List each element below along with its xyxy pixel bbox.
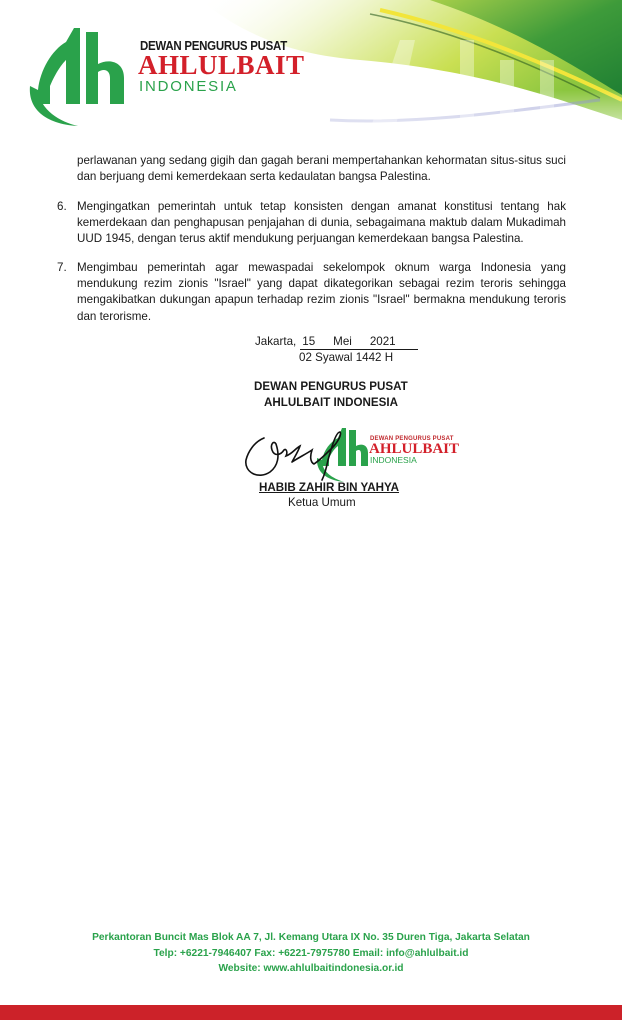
signatory-org-line1: DEWAN PENGURUS PUSAT [254,380,408,393]
stamp-logo-and-signature [240,420,370,490]
date-year: 2021 [369,335,396,348]
date-day: 15 [302,335,316,348]
footer-website: Website: www.ahlulbaitindonesia.or.id [218,963,404,974]
date-underlined [300,335,418,350]
footer-contact: Telp: +6221-7946407 Fax: +6221-7975780 Email: info@ahlulbait.id [153,947,469,959]
hijri-date: 02 Syawal 1442 H [299,351,394,364]
place-label: Jakarta, [255,335,297,348]
place-date [255,335,418,350]
org-name-label: AHLULBAIT [138,50,305,80]
org-country-label: INDONESIA [139,78,238,95]
footer-address: Perkantoran Buncit Mas Blok AA 7, Jl. Kemang Utara IX No. 35 Duren Tiga, Jakarta Selatan [92,932,530,943]
signer-title: Ketua Umum [288,496,356,509]
list-item-text: Mengingatkan pemerintah untuk tetap konsisten dengan amanat konstitusi tentang hak kemerdekaan dan penghapusan penjajahan di dunia, sebagaimana maktub dalam Mukadimah UUD 1945, dengan terus aktif mendukung perjuangan kemerdekaan bangsa Palestina. [77,200,566,246]
list-item-number: 7. [57,261,67,274]
stamp-org-country: INDONESIA [370,455,417,465]
body-paragraph-continuation: perlawanan yang sedang gigih dan gagah berani mempertahankan kehormatan situs-situs suci dan berjuang demi kemerdekaan serta kedaulatan bangsa Palestina. [77,154,566,184]
list-item-text: Mengimbau pemerintah agar mewaspadai sekelompok oknum warga Indonesia yang mendukung rezim zionis "Israel" yang dapat dikategorikan sebagai rezim teroris sehingga mengakibatkan dukungan apapun terhadap rezim zionis "Israel" bermakna mendukung teroris dan terorisme. [77,261,566,323]
letterhead-footer [0,930,622,977]
list-item-number: 6. [57,200,67,213]
stamp-org-top: DEWAN PENGURUS PUSAT [370,436,454,442]
header-background [0,0,622,150]
footer-red-bar [0,1005,622,1020]
signatory-org-line2: AHLULBAIT INDONESIA [264,396,398,409]
org-top-label: DEWAN PENGURUS PUSAT [140,39,287,53]
letterhead-header [0,0,622,150]
stamp-org-name: AHLULBAIT [369,441,460,457]
date-month: Mei [333,335,352,348]
signer-name: HABIB ZAHIR BIN YAHYA [259,481,400,494]
